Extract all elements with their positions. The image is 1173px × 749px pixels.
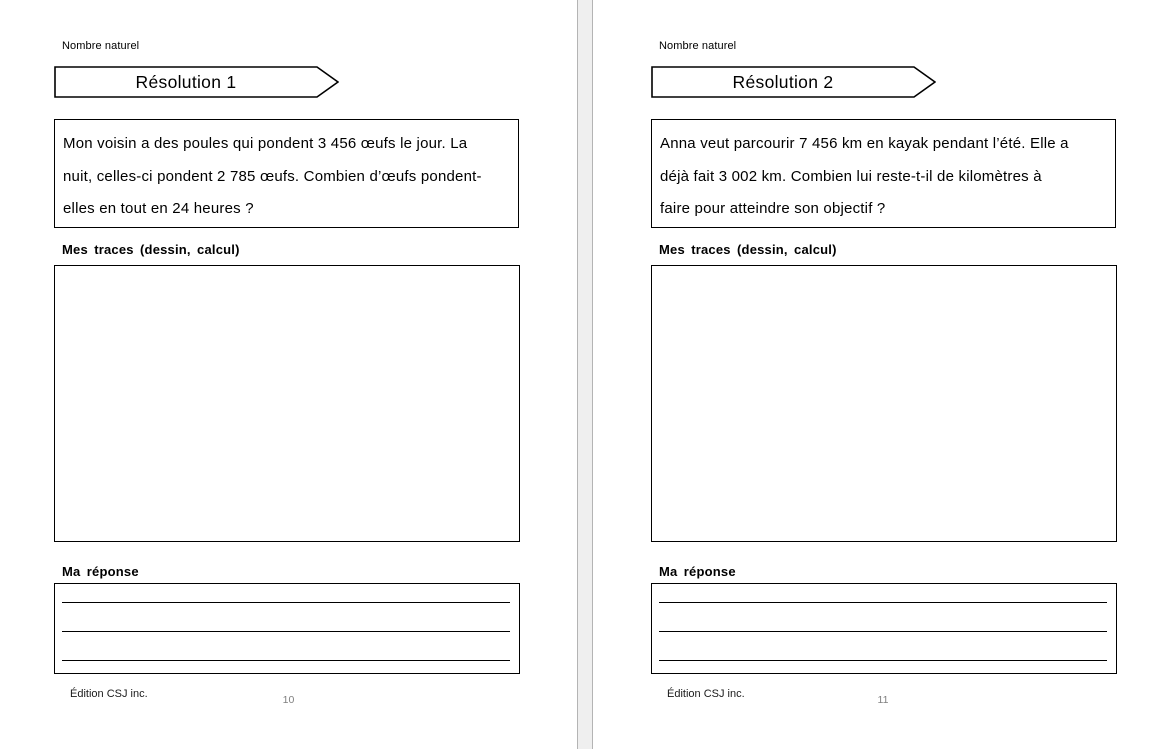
problem-line: Mon voisin a des poules qui pondent 3 456 œufs le jour. La (63, 135, 468, 152)
category-label: Nombre naturel (659, 40, 737, 52)
page-title: Résolution 2 (732, 71, 834, 92)
answer-rule[interactable] (62, 660, 510, 661)
problem-line: déjà fait 3 002 km. Combien lui reste-t-il de kilomètres à (660, 167, 1042, 185)
problem-line: elles en tout en 24 heures ? (63, 200, 254, 217)
title-banner (651, 66, 936, 98)
answer-rule[interactable] (62, 602, 510, 603)
answer-box[interactable] (54, 583, 520, 674)
title-banner (54, 66, 339, 98)
page-number: 10 (282, 694, 295, 706)
answer-label: Ma réponse (659, 564, 736, 579)
answer-rule[interactable] (62, 631, 510, 632)
page-title: Résolution 1 (135, 71, 237, 92)
traces-label: Mes traces (dessin, calcul) (659, 242, 837, 257)
answer-box[interactable] (651, 583, 1117, 674)
page-number: 11 (877, 694, 889, 706)
traces-workspace-box[interactable] (54, 265, 520, 542)
traces-label: Mes traces (dessin, calcul) (62, 242, 240, 257)
answer-rule[interactable] (659, 602, 1107, 603)
traces-workspace-box[interactable] (651, 265, 1117, 542)
problem-statement-box (651, 119, 1116, 228)
answer-label: Ma réponse (62, 564, 139, 579)
problem-statement-box (54, 119, 519, 228)
problem-line: Anna veut parcourir 7 456 km en kayak pendant l’été. Elle a (660, 135, 1069, 152)
worksheet-page-right (593, 0, 1173, 749)
answer-rule[interactable] (659, 660, 1107, 661)
answer-rule[interactable] (659, 631, 1107, 632)
publisher-footer: Édition CSJ inc. (667, 688, 745, 700)
category-label: Nombre naturel (62, 40, 140, 52)
page-gap-divider (577, 0, 593, 749)
problem-line: nuit, celles-ci pondent 2 785 œufs. Combien d’œufs pondent- (63, 167, 482, 185)
problem-line: faire pour atteindre son objectif ? (660, 200, 886, 217)
worksheet-page-left (0, 0, 577, 749)
publisher-footer: Édition CSJ inc. (70, 688, 148, 700)
